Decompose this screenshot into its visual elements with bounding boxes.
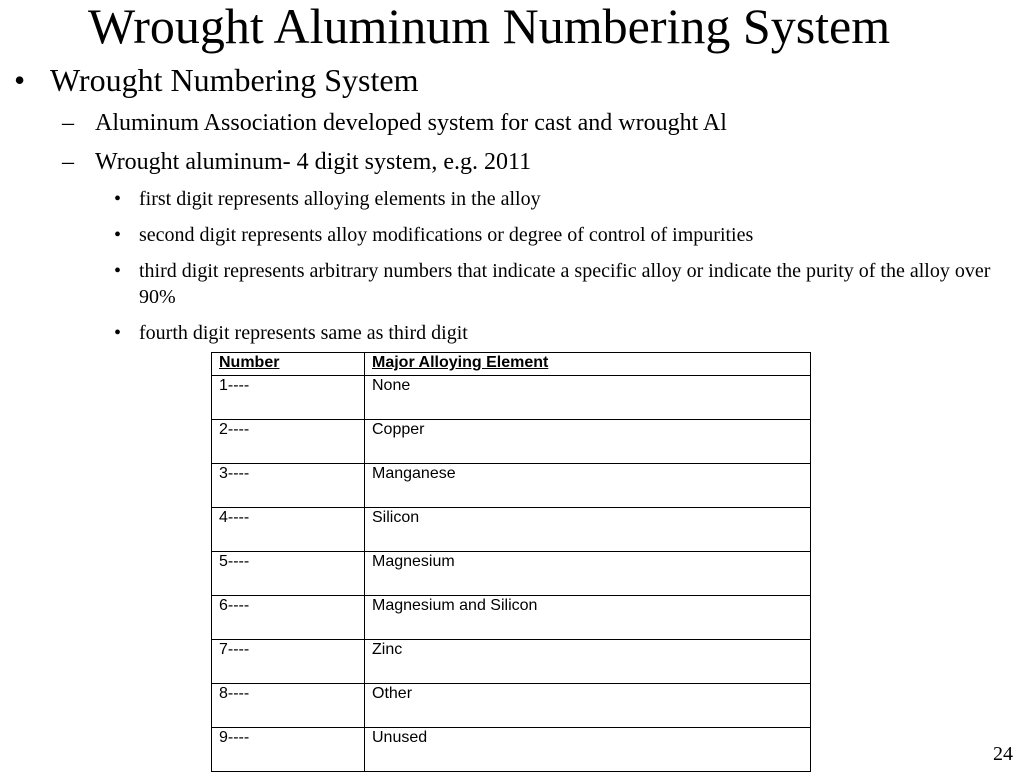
table-row <box>212 552 811 596</box>
detail-bullet <box>114 186 1014 212</box>
detail-bullet-text: fourth digit represents same as third digit <box>139 322 468 344</box>
sub-bullet-text: Aluminum Association developed system for cast and wrought Al <box>95 110 727 136</box>
alloying-element: Zinc <box>365 640 811 684</box>
table-row <box>212 420 811 464</box>
series-number: 6---- <box>212 596 365 640</box>
detail-bullet-text: second digit represents alloy modifications or degree of control of impurities <box>139 224 754 246</box>
alloying-element: Magnesium and Silicon <box>365 596 811 640</box>
dash-mark: – <box>62 110 74 136</box>
alloying-element: Other <box>365 684 811 728</box>
sub-bullet <box>62 108 727 138</box>
alloying-element: Silicon <box>365 508 811 552</box>
alloying-element: None <box>365 376 811 420</box>
alloying-element: Magnesium <box>365 552 811 596</box>
page-number: 24 <box>993 743 1013 765</box>
detail-bullet-text: third digit represents arbitrary numbers that indicate a specific alloy or indicate the purity of the alloy over 90% <box>139 260 991 308</box>
series-number: 7---- <box>212 640 365 684</box>
column-header-number: Number <box>212 353 365 376</box>
series-number: 1---- <box>212 376 365 420</box>
alloy-series-table <box>211 352 811 772</box>
series-number: 5---- <box>212 552 365 596</box>
table-row <box>212 508 811 552</box>
detail-bullet-text: first digit represents alloying elements in the alloy <box>139 188 541 210</box>
sub-bullet-text: Wrought aluminum- 4 digit system, e.g. 2011 <box>95 149 532 175</box>
bullet-mark: • <box>114 322 122 344</box>
series-number: 3---- <box>212 464 365 508</box>
table-row <box>212 728 811 772</box>
detail-bullet <box>114 222 1014 248</box>
table-row <box>212 596 811 640</box>
main-bullet <box>14 60 418 100</box>
dash-mark: – <box>62 149 74 175</box>
series-number: 2---- <box>212 420 365 464</box>
slide-title: Wrought Aluminum Numbering System <box>88 0 891 54</box>
detail-bullet <box>114 320 1014 346</box>
bullet-mark: • <box>114 224 122 246</box>
table-header-row <box>212 353 811 376</box>
alloying-element: Copper <box>365 420 811 464</box>
table-row <box>212 684 811 728</box>
column-header-element: Major Alloying Element <box>365 353 811 376</box>
bullet-mark: • <box>114 188 122 210</box>
alloying-element: Unused <box>365 728 811 772</box>
series-number: 8---- <box>212 684 365 728</box>
alloying-element: Manganese <box>365 464 811 508</box>
detail-bullet <box>114 258 1014 310</box>
table-row <box>212 464 811 508</box>
table-row <box>212 640 811 684</box>
bullet-mark: • <box>14 62 26 98</box>
sub-bullet <box>62 147 531 177</box>
table-row <box>212 376 811 420</box>
main-bullet-text: Wrought Numbering System <box>50 62 419 98</box>
series-number: 9---- <box>212 728 365 772</box>
bullet-mark: • <box>114 260 122 282</box>
series-number: 4---- <box>212 508 365 552</box>
